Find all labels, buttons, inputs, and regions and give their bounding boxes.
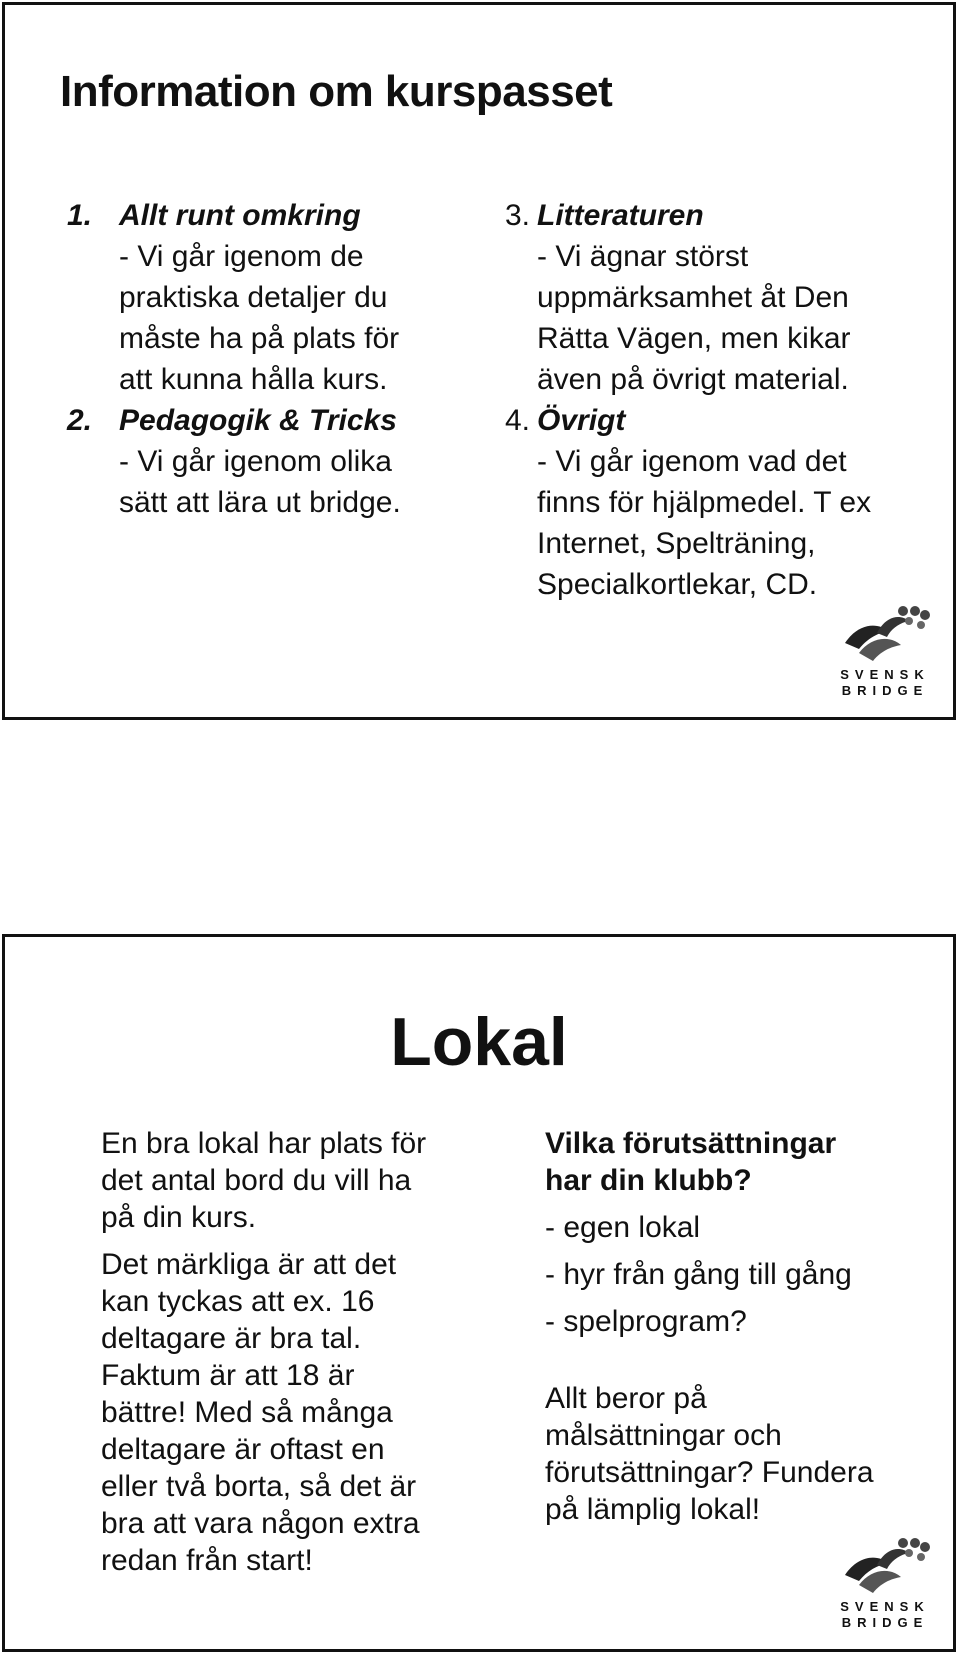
item-text: sätt att lära ut bridge. [119, 486, 401, 519]
text-line: kan tyckas att ex. 16 [101, 1285, 375, 1318]
text-line: deltagare är oftast en [101, 1433, 385, 1466]
item-text: uppmärksamhet åt Den [537, 281, 849, 314]
item-heading: 2. Pedagogik & Tricks [67, 404, 397, 437]
slide-lokal [2, 934, 956, 1652]
item-text: - Vi går igenom vad det [537, 445, 847, 478]
text-line: målsättningar och [545, 1419, 782, 1452]
item-text: - Vi går igenom de [119, 240, 364, 273]
bullet-item: - egen lokal [545, 1211, 701, 1244]
text-line: förutsättningar? Fundera [545, 1456, 874, 1489]
slide-title: Lokal [390, 1004, 568, 1080]
item-text: finns för hjälpmedel. T ex [537, 486, 872, 519]
logo-text-svensk: SVENSK [840, 667, 930, 682]
item-heading: 1. Allt runt omkring [67, 199, 361, 232]
text-line: eller två borta, så det är [101, 1470, 417, 1503]
logo-text-bridge: BRIDGE [841, 683, 929, 698]
heading-line: har din klubb? [545, 1164, 752, 1197]
item-text: - Vi går igenom olika [119, 445, 392, 478]
text-line: bättre! Med så många [101, 1396, 393, 1429]
slide-title: Information om kurspasset [60, 67, 613, 116]
item-heading: 4. Övrigt [505, 404, 626, 437]
text-line: Allt beror på [545, 1382, 707, 1415]
item-text: - Vi ägnar störst [537, 240, 749, 273]
bullet-item: - spelprogram? [545, 1305, 747, 1338]
item-heading: 3. Litteraturen [505, 199, 704, 232]
text-line: bra att vara någon extra [101, 1507, 420, 1540]
heading-line: Vilka förutsättningar [545, 1127, 837, 1160]
text-line: det antal bord du vill ha [101, 1164, 412, 1197]
right-column [545, 1125, 925, 1528]
svensk-bridge-logo [837, 1535, 933, 1635]
item-text: måste ha på plats för [119, 322, 400, 355]
text-line: på lämplig lokal! [545, 1493, 761, 1526]
slide-information [2, 2, 956, 720]
item-text: Specialkortlekar, CD. [537, 568, 818, 601]
left-column [101, 1125, 481, 1579]
bullet-item: - hyr från gång till gång [545, 1258, 852, 1291]
item-text: att kunna hålla kurs. [119, 363, 388, 396]
logo-text-bridge: BRIDGE [841, 1615, 929, 1630]
text-line: Det märkliga är att det [101, 1248, 397, 1281]
item-text: Internet, Spelträning, [537, 527, 816, 560]
svensk-bridge-logo [837, 603, 933, 703]
text-line: deltagare är bra tal. [101, 1322, 362, 1355]
item-text: även på övrigt material. [537, 363, 849, 396]
logo-text-svensk: SVENSK [840, 1599, 930, 1614]
bridge-birds-icon [837, 603, 933, 667]
left-column [67, 195, 467, 523]
item-text: praktiska detaljer du [119, 281, 388, 314]
text-line: En bra lokal har plats för [101, 1127, 427, 1160]
text-line: redan från start! [101, 1544, 313, 1577]
right-column [505, 195, 905, 605]
bridge-birds-icon [837, 1535, 933, 1599]
text-line: Faktum är att 18 är [101, 1359, 355, 1392]
text-line: på din kurs. [101, 1201, 257, 1234]
item-text: Rätta Vägen, men kikar [537, 322, 851, 355]
